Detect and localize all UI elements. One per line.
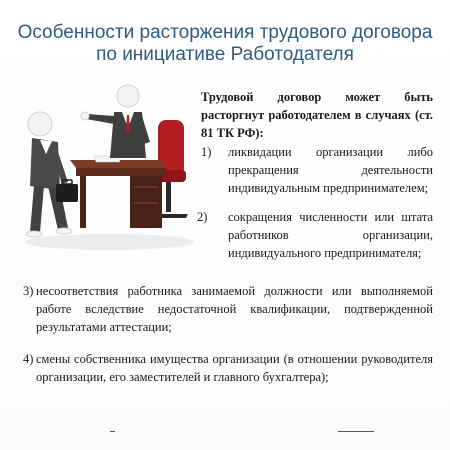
list-item-number: 3)	[23, 284, 34, 298]
dismissed-figure-icon	[26, 112, 78, 237]
desk-icon	[70, 156, 166, 228]
list-item-text: сокращения численности или штата работников организации, индивидуального предпринимателя;	[228, 210, 433, 260]
list-item	[23, 282, 433, 336]
intro-text: Трудовой договор может быть расторгнут работодателем в случаях (ст. 81 ТК РФ):	[201, 90, 433, 140]
list-item-text: несоответствия работника занимаемой должности или выполняемой работе вследствие недостаточной квалификации, подтвержденной результатами аттестации;	[36, 284, 433, 334]
list-item	[197, 208, 433, 262]
slide-title: Особенности расторжения трудового договора по инициативе Работодателя	[17, 22, 433, 65]
list-item-text: смены собственника имущества организации (в отношении руководителя организации, его заместителей и главного бухгалтера);	[36, 352, 433, 384]
dismissal-illustration-icon	[10, 82, 196, 254]
list-item	[201, 143, 433, 197]
cut-off-text-mark	[338, 431, 374, 432]
list-item-number: 4)	[23, 352, 34, 366]
list-item-number: 1)	[201, 145, 212, 159]
cut-off-text-mark	[110, 431, 115, 432]
list-item-text: ликвидации организации либо прекращения деятельности индивидуальным предпринимателем;	[228, 145, 433, 195]
list-item-number: 2)	[197, 210, 208, 224]
list-item	[23, 350, 433, 386]
boss-figure-icon	[81, 85, 150, 158]
